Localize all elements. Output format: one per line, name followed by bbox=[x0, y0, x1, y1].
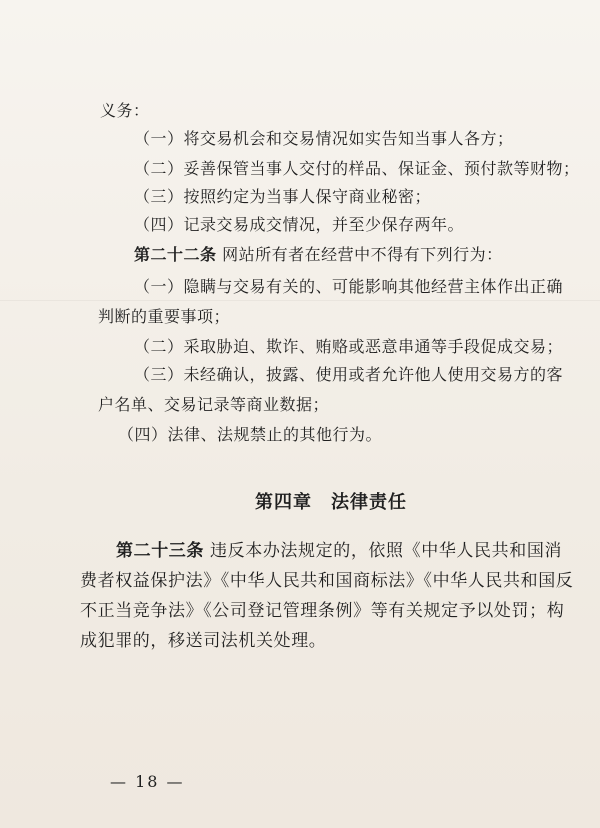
text-line: （一）隐瞒与交易有关的、可能影响其他经营主体作出正确 bbox=[134, 277, 564, 296]
text-line: （二）妥善保管当事人交付的样品、保证金、预付款等财物； bbox=[134, 159, 580, 178]
text-line: 不正当竞争法》《公司登记管理条例》等有关规定予以处罚；构 bbox=[80, 601, 565, 621]
text-line: （四）记录交易成交情况，并至少保存两年。 bbox=[134, 215, 465, 234]
text-line: 成犯罪的，移送司法机关处理。 bbox=[80, 631, 327, 651]
article-23-label: 第二十三条 bbox=[116, 541, 204, 561]
text-line: （三）未经确认，披露、使用或者允许他人使用交易方的客 bbox=[134, 365, 564, 384]
paper-crease bbox=[0, 300, 600, 301]
chapter-heading: 第四章 法律责任 bbox=[255, 492, 407, 513]
article-22-text: 网站所有者在经营中不得有下列行为： bbox=[222, 245, 503, 264]
text-line: （二）采取胁迫、欺诈、贿赂或恶意串通等手段促成交易； bbox=[134, 337, 564, 356]
article-23-line bbox=[116, 540, 562, 562]
text-line: 判断的重要事项； bbox=[98, 307, 231, 326]
text-line: 义务： bbox=[100, 101, 150, 120]
article-23-text: 违反本办法规定的，依照《中华人民共和国消 bbox=[210, 541, 563, 561]
article-22-line bbox=[134, 244, 503, 266]
page-number: — 18 — bbox=[110, 772, 185, 791]
text-line: （四）法律、法规禁止的其他行为。 bbox=[118, 425, 383, 444]
text-line: 费者权益保护法》《中华人民共和国商标法》《中华人民共和国反 bbox=[80, 571, 574, 591]
article-22-label: 第二十二条 bbox=[134, 245, 217, 264]
text-line: 户名单、交易记录等商业数据； bbox=[98, 395, 330, 414]
text-line: （三）按照约定为当事人保守商业秘密； bbox=[134, 187, 432, 206]
text-line: （一）将交易机会和交易情况如实告知当事人各方； bbox=[134, 129, 514, 148]
